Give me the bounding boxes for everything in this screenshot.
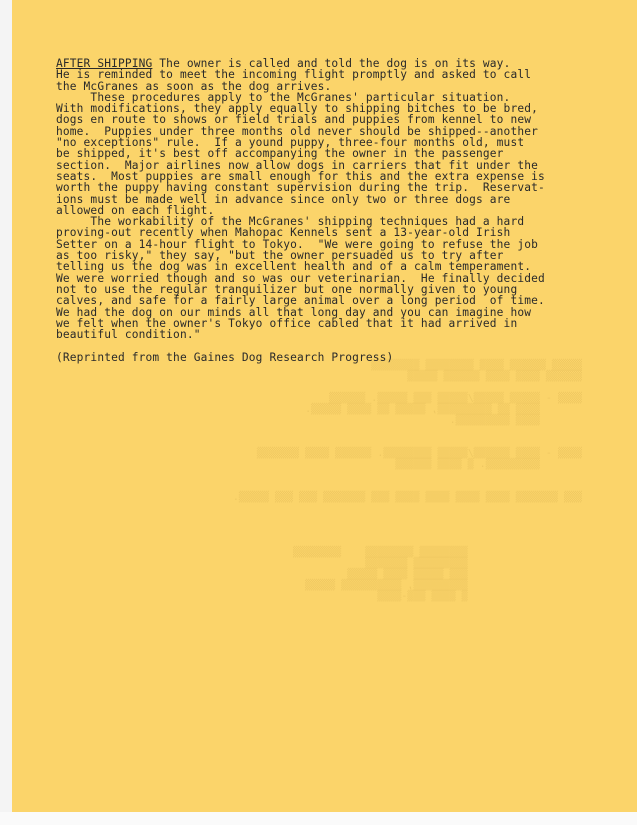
body-line: be shipped, it's best off accompanying the owner in the passenger [56, 147, 504, 161]
body-line: We had the dog on our minds all that long day and you can imagine how [56, 305, 532, 319]
body-line: The owner is called and told the dog is on its way. [152, 57, 511, 70]
body-line: calves, and safe for a fairly large animal over a long period of time. [56, 294, 545, 308]
body-line: the McGranes as soon as the dog arrives. [56, 79, 332, 93]
body-line: allowed on each flight. [56, 203, 215, 217]
bleed-through-show-through: ▒▒▒▒▒ ▒▒▒▒▒▒ ▒▒▒▒ ▒▒▒▒▒▒▒▒ ▒▒▒▒▒▒▒▒ ▒▒▒▒▒▒ ▒▒▒▒ ▒▒▒▒ ▒▒▒▒▒▒ ▒▒▒▒▒ ▒▒▒▒ - ▒▒▒▒▒ ▒▒▒▒▒/▒▒▒▒▒ ▒▒▒ ▒▒▒▒▒. ▒▒▒▒▒▒ ▒▒▒▒ ▒▒ ▒▒▒▒▒▒▒▒▒, ▒▒▒▒▒ ▒▒ ▒▒▒▒ ▒▒▒▒▒. ▒▒▒▒ ▒▒▒▒▒▒▒▒▒. ▒▒▒▒ - ▒▒▒▒ ▒▒▒▒▒▒/▒▒▒▒▒ ▒▒▒▒▒▒▒▒. ▒▒▒▒▒▒ ▒▒▒▒ ▒▒▒▒▒▒▒ ▒▒▒▒▒▒▒▒▒. ▒ ▒▒▒▒ ▒▒▒▒▒▒ ▒▒▒ ▒▒▒▒▒▒▒ ▒▒▒▒ ▒▒▒▒ ▒▒▒▒ ▒▒▒▒ ▒▒▒ ▒▒▒▒▒▒▒ ▒▒▒ ▒▒▒ ▒▒▒▒▒. ▒▒▒▒▒▒▒▒ ▒▒▒▒▒▒▒▒ ▒▒▒▒▒▒▒▒ ▒▒▒▒▒▒▒▒▒ ▒▒▒▒▒▒▒ ▒▒▒ ▒▒▒▒▒ ▒▒▒▒ ▒▒▒▒▒ ▒▒▒▒▒▒▒▒▒, ▒▒▒▒▒▒▒▒▒▒ ▒▒▒▒▒ ▒ ▒▒▒▒ ▒▒▒-▒▒▒▒ [232, 360, 582, 602]
body-line: Setter on a 14-hour flight to Tokyo. "We were going to refuse the job [56, 237, 538, 251]
body-line: With modifications, they apply equally to shipping bitches to be bred, [56, 102, 538, 116]
body-line: ions must be made well in advance since only two or three dogs are [56, 192, 511, 206]
body-line: we felt when the owner's Tokyo office cabled that it had arrived in [56, 316, 518, 330]
scan-margin [0, 812, 637, 825]
body-line: beautiful condition." [56, 328, 201, 342]
body-line: "no exceptions" rule. If a yound puppy, three-four months old, must [56, 136, 525, 150]
body-line: proving-out recently when Mahopac Kennels sent a 13-year-old Irish [56, 226, 511, 240]
body-line: He is reminded to meet the incoming flight promptly and asked to call [56, 68, 532, 82]
body-line: The workability of the McGranes' shipping techniques had a hard [56, 215, 525, 229]
section-heading: AFTER SHIPPING [56, 57, 153, 70]
body-line: We were worried though and so was our veterinarian. He finally decided [56, 271, 545, 285]
body-line: These procedures apply to the McGranes' particular situation. [56, 90, 511, 104]
body-line: telling us the dog was in excellent health and of a calm temperament. [56, 260, 532, 274]
body-line: section. Major airlines now allow dogs in carriers that fit under the [56, 158, 538, 172]
paper-sheet [12, 0, 637, 812]
body-line: seats. Most puppies are small enough for this and the extra expense is [56, 169, 545, 183]
body-line: as too risky," they say, "but the owner persuaded us to try after [56, 249, 504, 263]
article-body [56, 58, 581, 364]
body-line: home. Puppies under three months old never should be shipped--another [56, 124, 538, 138]
body-line: not to use the regular tranquilizer but one normally given to young [56, 282, 518, 296]
body-line: dogs en route to shows or field trials and puppies from kennel to new [56, 113, 532, 127]
citation: (Reprinted from the Gaines Dog Research Progress) [56, 351, 394, 365]
body-line: worth the puppy having constant supervision during the trip. Reservat- [56, 181, 545, 195]
